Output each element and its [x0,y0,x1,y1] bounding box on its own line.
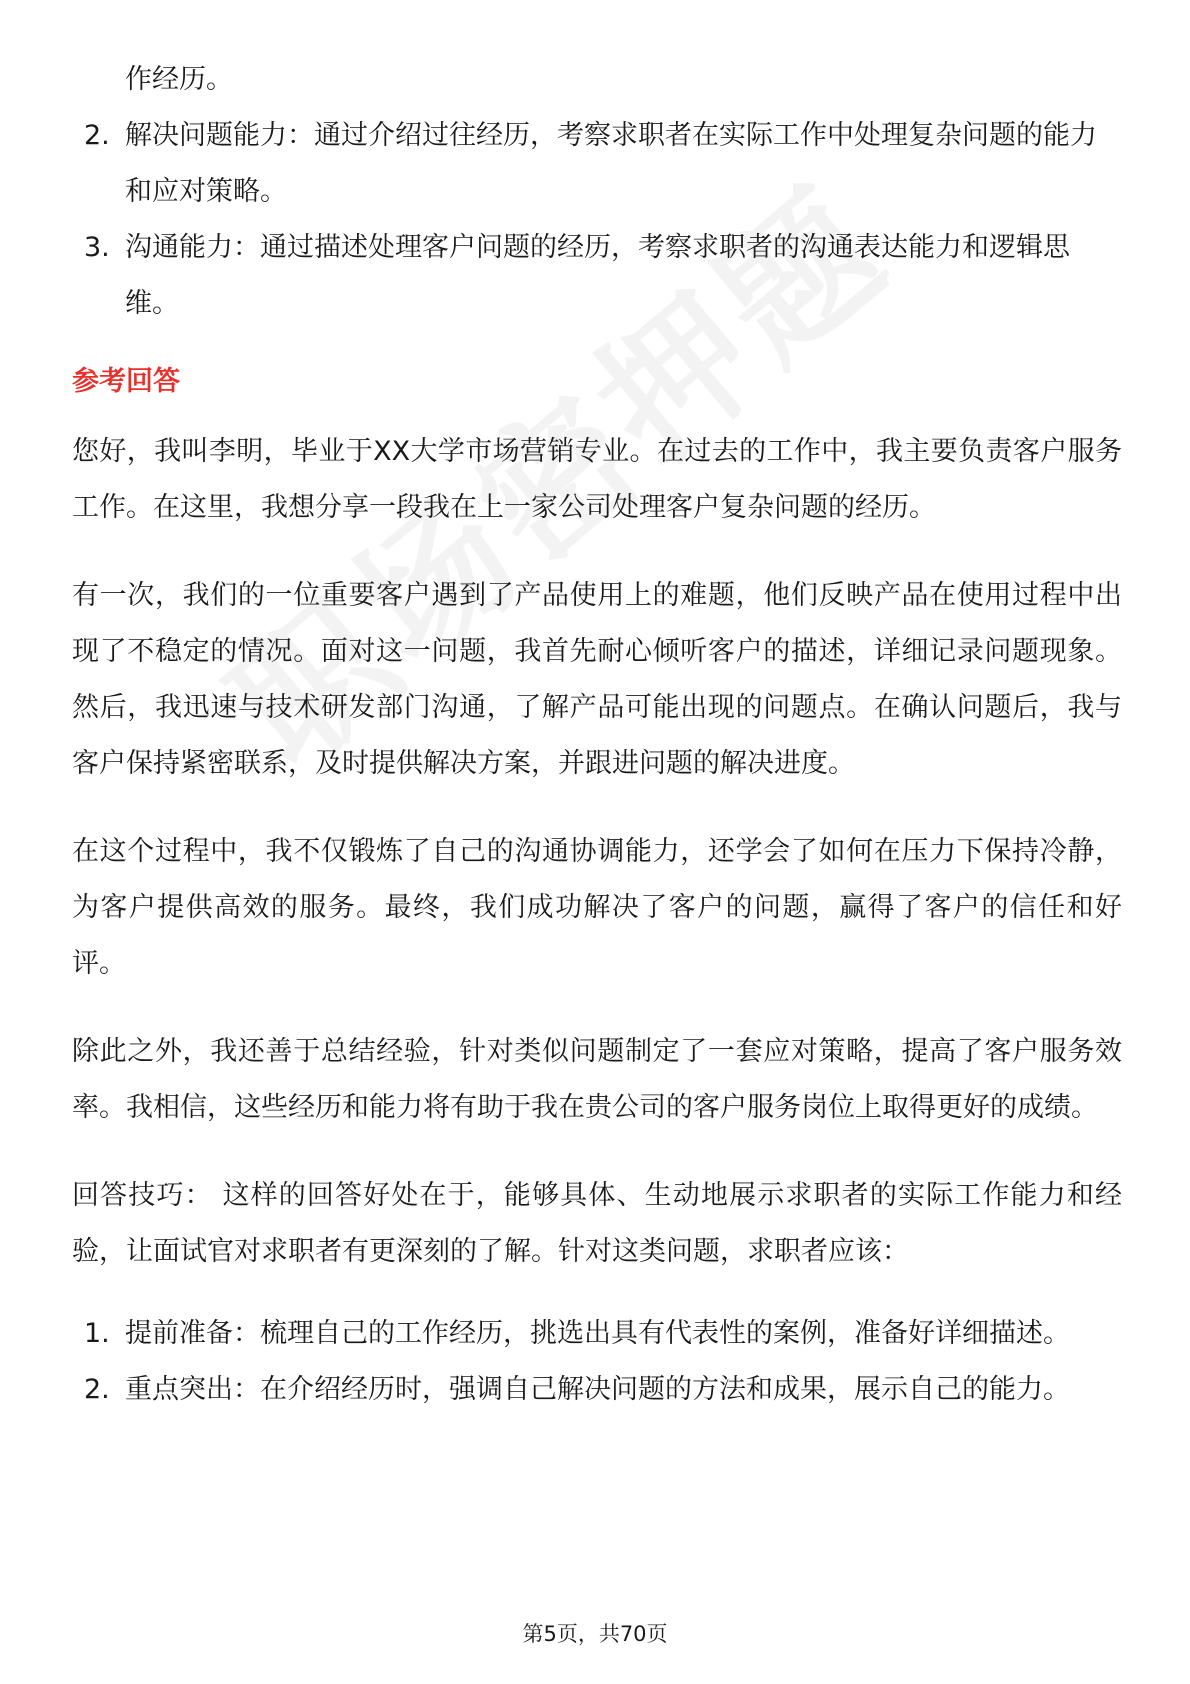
list-item-text: 重点突出：在介绍经历时，强调自己解决问题的方法和成果，展示自己的能力。 [125,1374,1070,1405]
paragraph: 您好，我叫李明，毕业于XX大学市场营销专业。在过去的工作中，我主要负责客户服务工作。在这里，我想分享一段我在上一家公司处理客户复杂问题的经历。 [72,436,1122,523]
list-number: 2. [84,1374,110,1405]
continued-list-fragment: 作经历。 [125,64,233,95]
list-item [72,220,1122,332]
page-number-footer: 第5页，共70页 [522,1622,668,1646]
list-number: 3. [84,232,110,263]
list-item [72,1362,1122,1418]
page-content [72,52,1122,1418]
paragraph: 在这个过程中，我不仅锻炼了自己的沟通协调能力，还学会了如何在压力下保持冷静，为客户提供高效的服务。最终，我们成功解决了客户的问题，赢得了客户的信任和好评。 [72,836,1122,979]
list-item-text: 沟通能力：通过描述处理客户问题的经历，考察求职者的沟通表达能力和逻辑思维。 [125,232,1070,319]
tips-list [72,1306,1122,1418]
list-item [72,1306,1122,1362]
criteria-list [72,108,1122,332]
paragraph: 回答技巧： 这样的回答好处在于，能够具体、生动地展示求职者的实际工作能力和经验，让面试官对求职者有更深刻的了解。针对这类问题，求职者应该： [72,1180,1122,1267]
paragraph: 有一次，我们的一位重要客户遇到了产品使用上的难题，他们反映产品在使用过程中出现了不稳定的情况。面对这一问题，我首先耐心倾听客户的描述，详细记录问题现象。然后，我迅速与技术研发部门沟通，了解产品可能出现的问题点。在确认问题后，我与客户保持紧密联系，及时提供解决方案，并跟进问题的解决进度。 [72,580,1122,779]
list-number: 2. [84,120,110,151]
list-number: 1. [84,1318,110,1349]
list-item-text: 解决问题能力：通过介绍过往经历，考察求职者在实际工作中处理复杂问题的能力和应对策略。 [125,120,1097,207]
list-item-text: 提前准备：梳理自己的工作经历，挑选出具有代表性的案例，准备好详细描述。 [125,1318,1070,1349]
paragraph: 除此之外，我还善于总结经验，针对类似问题制定了一套应对策略，提高了客户服务效率。我相信，这些经历和能力将有助于我在贵公司的客户服务岗位上取得更好的成绩。 [72,1036,1122,1123]
list-item [72,108,1122,220]
section-heading: 参考回答 [72,366,180,397]
